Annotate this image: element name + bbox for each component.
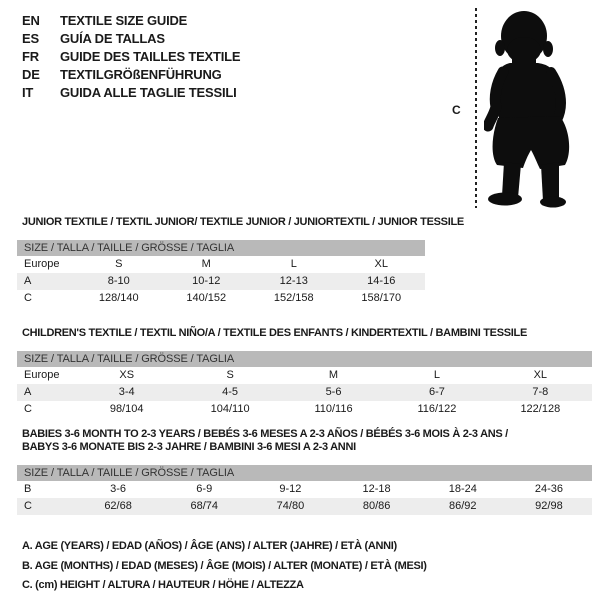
size-value-cell: 68/74: [190, 500, 219, 512]
size-value-cell: 24-36: [534, 483, 564, 495]
size-value-cell: M: [328, 369, 339, 381]
size-value-cell: 10-12: [192, 275, 221, 287]
size-table-section: [17, 327, 592, 418]
size-value-cell: L: [290, 258, 297, 270]
section-title: [22, 428, 592, 454]
table-size-header: SIZE / TALLA / TAILLE / GRÖSSE / TAGLIA: [17, 465, 592, 481]
language-guide-title: GUIDE DES TAILLES TEXTILE: [60, 49, 241, 64]
language-code: EN: [22, 13, 40, 28]
size-table-section: [17, 428, 592, 515]
language-guide-title: GUÍA DE TALLAS: [60, 31, 165, 46]
size-value-cell: S: [226, 369, 234, 381]
size-value-cell: 128/140: [98, 292, 139, 304]
table-rows: [17, 256, 425, 307]
table-rows: [17, 481, 592, 515]
language-row: [22, 66, 240, 84]
row-label: Europe: [24, 369, 60, 381]
size-table-section: [17, 216, 464, 307]
size-value-cell: 140/152: [186, 292, 227, 304]
size-value-cell: 104/110: [210, 403, 250, 415]
size-value-cell: L: [433, 369, 440, 381]
size-value-cell: 6-7: [428, 386, 445, 398]
size-value-cell: 8-10: [107, 275, 130, 287]
table-size-header: SIZE / TALLA / TAILLE / GRÖSSE / TAGLIA: [17, 240, 425, 256]
size-value-cell: 7-8: [532, 386, 549, 398]
table-row: [17, 401, 592, 418]
legend-note: C. (cm) HEIGHT / ALTURA / HAUTEUR / HÖHE / ALTEZZA: [22, 579, 304, 591]
size-value-cell: 158/170: [361, 292, 402, 304]
size-value-cell: 3-6: [110, 483, 127, 495]
size-value-cell: XL: [533, 369, 548, 381]
size-value-cell: M: [201, 258, 211, 270]
section-title-line: BABYS 3-6 MONATE BIS 2-3 JAHRE / BAMBINI 3-6 MESI A 2-3 ANNI: [22, 441, 356, 453]
size-value-cell: 3-4: [118, 386, 135, 398]
size-value-cell: 92/98: [535, 500, 563, 512]
size-value-cell: 86/92: [449, 500, 477, 512]
language-title-list: [22, 12, 240, 102]
size-value-cell: 98/104: [109, 403, 144, 415]
legend-notes: [22, 537, 427, 596]
size-value-cell: 5-6: [325, 386, 342, 398]
size-value-cell: 122/128: [520, 403, 561, 415]
section-title: [22, 216, 464, 229]
size-value-cell: 80/86: [362, 500, 391, 512]
row-label: C: [24, 403, 32, 415]
size-value-cell: XL: [374, 258, 388, 270]
table-row: [17, 256, 425, 273]
row-label: C: [24, 292, 32, 304]
size-value-cell: 152/158: [273, 292, 314, 304]
language-row: [22, 48, 240, 66]
language-row: [22, 12, 240, 30]
row-label: A: [24, 386, 32, 398]
language-guide-title: TEXTILE SIZE GUIDE: [60, 13, 188, 28]
language-guide-title: TEXTILGRÖßENFÜHRUNG: [60, 67, 222, 82]
size-value-cell: 14-16: [367, 275, 396, 287]
language-code: ES: [22, 31, 39, 46]
height-measure-dotted-line: [475, 8, 477, 208]
size-value-cell: 116/122: [417, 403, 457, 415]
row-label: Europe: [24, 258, 60, 270]
size-value-cell: 74/80: [276, 500, 305, 512]
language-row: [22, 30, 240, 48]
section-title-line: BABIES 3-6 MONTH TO 2-3 YEARS / BEBÉS 3-6 MESES A 2-3 AÑOS / BÉBÉS 3-6 MOIS À 2-3 ANS /: [22, 428, 508, 440]
table-size-header: SIZE / TALLA / TAILLE / GRÖSSE / TAGLIA: [17, 351, 592, 367]
size-value-cell: 62/68: [104, 500, 132, 512]
legend-note: B. AGE (MONTHS) / EDAD (MESES) / ÂGE (MOIS) / ALTER (MONATE) / ETÀ (MESI): [22, 559, 427, 572]
language-code: DE: [22, 67, 40, 82]
row-label: A: [24, 275, 32, 287]
row-label: C: [24, 500, 32, 512]
language-guide-title: GUIDA ALLE TAGLIE TESSILI: [60, 85, 237, 100]
size-value-cell: 9-12: [279, 483, 302, 495]
size-value-cell: 12-18: [362, 483, 391, 495]
size-value-cell: 4-5: [222, 386, 239, 398]
table-row: [17, 384, 592, 401]
language-code: IT: [22, 85, 34, 100]
section-title-line: CHILDREN'S TEXTILE / TEXTIL NIÑO/A / TEXTILE DES ENFANTS / KINDERTEXTIL / BAMBINI TESSILE: [22, 327, 527, 339]
table-rows: [17, 367, 592, 418]
toddler-silhouette-icon: [484, 8, 598, 208]
size-value-cell: XS: [119, 369, 135, 381]
legend-note: A. AGE (YEARS) / EDAD (AÑOS) / ÂGE (ANS) / ALTER (JAHRE) / ETÀ (ANNI): [22, 540, 397, 552]
language-row: [22, 84, 240, 102]
row-label: B: [24, 483, 32, 495]
size-value-cell: 6-9: [196, 483, 213, 495]
size-value-cell: S: [115, 258, 123, 270]
size-value-cell: 18-24: [448, 483, 477, 495]
section-title-line: JUNIOR TEXTILE / TEXTIL JUNIOR/ TEXTILE JUNIOR / JUNIORTEXTIL / JUNIOR TESSILE: [22, 216, 464, 228]
table-row: [17, 273, 425, 290]
size-value-cell: 12-13: [279, 275, 308, 287]
language-code: FR: [22, 49, 39, 64]
height-measure-label-c: C: [452, 103, 461, 117]
table-row: [17, 290, 425, 307]
table-row: [17, 481, 592, 498]
size-value-cell: 110/116: [314, 403, 353, 415]
table-row: [17, 367, 592, 384]
section-title: [22, 327, 592, 340]
table-row: [17, 498, 592, 515]
